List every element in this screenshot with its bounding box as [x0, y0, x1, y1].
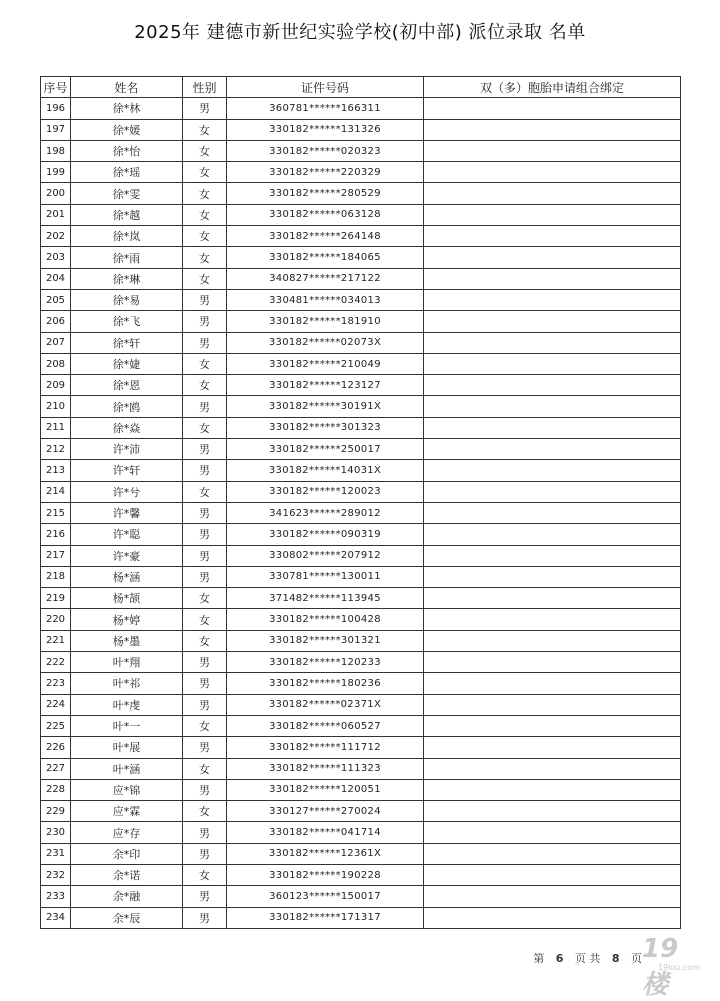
- cell-gender: 男: [183, 737, 227, 758]
- cell-gender: 男: [183, 652, 227, 673]
- table-row: [41, 332, 681, 353]
- cell-id: 330182******180236: [227, 673, 424, 694]
- cell-seq: 205: [41, 289, 71, 310]
- cell-gender: 女: [183, 715, 227, 736]
- cell-seq: 198: [41, 140, 71, 161]
- cell-seq: 197: [41, 119, 71, 140]
- cell-gender: 女: [183, 119, 227, 140]
- table-row: [41, 652, 681, 673]
- cell-id: 330182******210049: [227, 353, 424, 374]
- cell-id: 330182******220329: [227, 162, 424, 183]
- cell-seq: 209: [41, 375, 71, 396]
- current-page-number: 6: [555, 952, 564, 965]
- cell-name: 徐*鸥: [71, 396, 183, 417]
- cell-name: 许*兮: [71, 481, 183, 502]
- cell-gender: 女: [183, 609, 227, 630]
- cell-twin-binding: [424, 204, 681, 225]
- cell-seq: 234: [41, 907, 71, 928]
- cell-seq: 226: [41, 737, 71, 758]
- cell-seq: 212: [41, 439, 71, 460]
- table-row: [41, 737, 681, 758]
- page-footer: [533, 950, 642, 966]
- table-row: [41, 140, 681, 161]
- cell-twin-binding: [424, 289, 681, 310]
- cell-gender: 女: [183, 588, 227, 609]
- header-name: 姓名: [71, 77, 183, 98]
- table-row: [41, 396, 681, 417]
- table-row: [41, 630, 681, 651]
- cell-twin-binding: [424, 801, 681, 822]
- table-row: [41, 311, 681, 332]
- cell-id: 330182******30191X: [227, 396, 424, 417]
- header-seq: 序号: [41, 77, 71, 98]
- table-row: [41, 715, 681, 736]
- footer-prefix: 第: [533, 952, 545, 965]
- table-row: [41, 375, 681, 396]
- cell-seq: 207: [41, 332, 71, 353]
- cell-gender: 女: [183, 162, 227, 183]
- cell-name: 徐*飞: [71, 311, 183, 332]
- cell-name: 许*聪: [71, 524, 183, 545]
- cell-seq: 225: [41, 715, 71, 736]
- cell-twin-binding: [424, 98, 681, 119]
- cell-twin-binding: [424, 375, 681, 396]
- cell-gender: 男: [183, 566, 227, 587]
- cell-twin-binding: [424, 417, 681, 438]
- cell-id: 330182******184065: [227, 247, 424, 268]
- cell-gender: 男: [183, 98, 227, 119]
- cell-seq: 203: [41, 247, 71, 268]
- cell-seq: 211: [41, 417, 71, 438]
- cell-name: 徐*瑶: [71, 162, 183, 183]
- cell-seq: 222: [41, 652, 71, 673]
- cell-id: 330182******120051: [227, 779, 424, 800]
- cell-id: 330481******034013: [227, 289, 424, 310]
- cell-twin-binding: [424, 737, 681, 758]
- table-row: [41, 162, 681, 183]
- table-row: [41, 460, 681, 481]
- table-row: [41, 98, 681, 119]
- cell-twin-binding: [424, 652, 681, 673]
- cell-twin-binding: [424, 183, 681, 204]
- table-body: [41, 98, 681, 929]
- cell-id: 330182******063128: [227, 204, 424, 225]
- cell-name: 叶*展: [71, 737, 183, 758]
- cell-name: 杨*颉: [71, 588, 183, 609]
- table-row: [41, 609, 681, 630]
- table-row: [41, 289, 681, 310]
- cell-gender: 男: [183, 673, 227, 694]
- table-row: [41, 545, 681, 566]
- cell-id: 330182******041714: [227, 822, 424, 843]
- cell-gender: 女: [183, 268, 227, 289]
- cell-id: 330182******301321: [227, 630, 424, 651]
- cell-twin-binding: [424, 311, 681, 332]
- cell-name: 杨*墨: [71, 630, 183, 651]
- cell-gender: 女: [183, 630, 227, 651]
- cell-twin-binding: [424, 502, 681, 523]
- cell-seq: 218: [41, 566, 71, 587]
- cell-gender: 男: [183, 332, 227, 353]
- total-page-number: 8: [611, 952, 620, 965]
- watermark-logo-text: 19楼: [642, 934, 679, 1000]
- cell-name: 许*馨: [71, 502, 183, 523]
- cell-seq: 221: [41, 630, 71, 651]
- cell-name: 徐*婕: [71, 353, 183, 374]
- cell-gender: 男: [183, 779, 227, 800]
- cell-id: 330182******264148: [227, 226, 424, 247]
- cell-gender: 女: [183, 353, 227, 374]
- cell-seq: 196: [41, 98, 71, 119]
- footer-middle: 页 共: [574, 952, 601, 965]
- cell-seq: 214: [41, 481, 71, 502]
- cell-gender: 男: [183, 289, 227, 310]
- cell-seq: 216: [41, 524, 71, 545]
- cell-id: 330781******130011: [227, 566, 424, 587]
- cell-twin-binding: [424, 566, 681, 587]
- cell-name: 余*诺: [71, 864, 183, 885]
- cell-seq: 217: [41, 545, 71, 566]
- cell-id: 341623******289012: [227, 502, 424, 523]
- cell-twin-binding: [424, 715, 681, 736]
- cell-twin-binding: [424, 353, 681, 374]
- cell-seq: 199: [41, 162, 71, 183]
- cell-gender: 男: [183, 694, 227, 715]
- cell-id: 330182******123127: [227, 375, 424, 396]
- header-twin-binding: 双（多）胞胎申请组合绑定: [424, 77, 681, 98]
- cell-name: 应*存: [71, 822, 183, 843]
- cell-id: 330182******181910: [227, 311, 424, 332]
- cell-gender: 女: [183, 375, 227, 396]
- cell-name: 余*融: [71, 886, 183, 907]
- table-row: [41, 758, 681, 779]
- cell-id: 330182******060527: [227, 715, 424, 736]
- cell-twin-binding: [424, 545, 681, 566]
- table-row: [41, 226, 681, 247]
- cell-gender: 男: [183, 822, 227, 843]
- cell-twin-binding: [424, 822, 681, 843]
- table-row: [41, 907, 681, 928]
- cell-twin-binding: [424, 609, 681, 630]
- cell-gender: 男: [183, 502, 227, 523]
- header-gender: 性别: [183, 77, 227, 98]
- page-title: 2025年 建德市新世纪实验学校(初中部) 派位录取 名单: [134, 22, 586, 43]
- cell-id: 330182******090319: [227, 524, 424, 545]
- header-id: 证件号码: [227, 77, 424, 98]
- cell-twin-binding: [424, 119, 681, 140]
- cell-twin-binding: [424, 162, 681, 183]
- table-row: [41, 566, 681, 587]
- cell-twin-binding: [424, 673, 681, 694]
- cell-id: 330182******190228: [227, 864, 424, 885]
- cell-twin-binding: [424, 864, 681, 885]
- cell-twin-binding: [424, 396, 681, 417]
- cell-id: 330802******207912: [227, 545, 424, 566]
- cell-gender: 男: [183, 524, 227, 545]
- cell-name: 徐*雯: [71, 183, 183, 204]
- cell-twin-binding: [424, 439, 681, 460]
- cell-seq: 210: [41, 396, 71, 417]
- cell-gender: 男: [183, 311, 227, 332]
- cell-seq: 228: [41, 779, 71, 800]
- cell-twin-binding: [424, 886, 681, 907]
- cell-twin-binding: [424, 140, 681, 161]
- table-row: [41, 268, 681, 289]
- table-header-row: [41, 77, 681, 98]
- cell-seq: 202: [41, 226, 71, 247]
- cell-seq: 200: [41, 183, 71, 204]
- table-row: [41, 822, 681, 843]
- cell-gender: 女: [183, 481, 227, 502]
- cell-twin-binding: [424, 779, 681, 800]
- cell-id: 330182******280529: [227, 183, 424, 204]
- cell-name: 许*轩: [71, 460, 183, 481]
- cell-seq: 223: [41, 673, 71, 694]
- table-row: [41, 673, 681, 694]
- cell-name: 应*锦: [71, 779, 183, 800]
- cell-twin-binding: [424, 524, 681, 545]
- cell-name: 应*霖: [71, 801, 183, 822]
- cell-twin-binding: [424, 481, 681, 502]
- table-row: [41, 353, 681, 374]
- cell-gender: 男: [183, 460, 227, 481]
- cell-twin-binding: [424, 460, 681, 481]
- cell-gender: 女: [183, 864, 227, 885]
- cell-gender: 女: [183, 247, 227, 268]
- cell-id: 330182******131326: [227, 119, 424, 140]
- cell-name: 徐*恩: [71, 375, 183, 396]
- cell-seq: 233: [41, 886, 71, 907]
- table-row: [41, 524, 681, 545]
- cell-name: 徐*琳: [71, 268, 183, 289]
- table-row: [41, 864, 681, 885]
- table-row: [41, 247, 681, 268]
- cell-twin-binding: [424, 268, 681, 289]
- cell-id: 330182******111323: [227, 758, 424, 779]
- cell-seq: 232: [41, 864, 71, 885]
- cell-name: 叶*一: [71, 715, 183, 736]
- cell-gender: 男: [183, 886, 227, 907]
- cell-name: 徐*焱: [71, 417, 183, 438]
- table-row: [41, 886, 681, 907]
- cell-name: 徐*越: [71, 204, 183, 225]
- cell-gender: 女: [183, 140, 227, 161]
- cell-gender: 男: [183, 439, 227, 460]
- cell-id: 371482******113945: [227, 588, 424, 609]
- table-row: [41, 588, 681, 609]
- cell-id: 360123******150017: [227, 886, 424, 907]
- table-row: [41, 779, 681, 800]
- cell-id: 330182******14031X: [227, 460, 424, 481]
- table-row: [41, 694, 681, 715]
- cell-name: 杨*婷: [71, 609, 183, 630]
- table-row: [41, 183, 681, 204]
- table-row: [41, 801, 681, 822]
- cell-name: 许*沛: [71, 439, 183, 460]
- cell-gender: 男: [183, 907, 227, 928]
- footer-suffix: 页: [631, 952, 642, 965]
- table-row: [41, 119, 681, 140]
- cell-gender: 女: [183, 204, 227, 225]
- cell-id: 330182******120023: [227, 481, 424, 502]
- cell-name: 徐*怡: [71, 140, 183, 161]
- cell-twin-binding: [424, 588, 681, 609]
- cell-seq: 219: [41, 588, 71, 609]
- cell-twin-binding: [424, 694, 681, 715]
- cell-seq: 206: [41, 311, 71, 332]
- cell-name: 杨*涵: [71, 566, 183, 587]
- table-row: [41, 417, 681, 438]
- cell-twin-binding: [424, 843, 681, 864]
- cell-gender: 男: [183, 545, 227, 566]
- cell-name: 余*印: [71, 843, 183, 864]
- cell-gender: 女: [183, 183, 227, 204]
- cell-id: 330182******111712: [227, 737, 424, 758]
- cell-seq: 224: [41, 694, 71, 715]
- cell-id: 330127******270024: [227, 801, 424, 822]
- cell-gender: 女: [183, 226, 227, 247]
- cell-name: 叶*虔: [71, 694, 183, 715]
- cell-id: 330182******100428: [227, 609, 424, 630]
- cell-seq: 230: [41, 822, 71, 843]
- cell-seq: 201: [41, 204, 71, 225]
- cell-id: 330182******120233: [227, 652, 424, 673]
- cell-name: 许*豪: [71, 545, 183, 566]
- cell-id: 330182******02371X: [227, 694, 424, 715]
- cell-name: 徐*岚: [71, 226, 183, 247]
- cell-seq: 229: [41, 801, 71, 822]
- watermark-logo: [642, 934, 704, 1000]
- cell-name: 徐*轩: [71, 332, 183, 353]
- cell-name: 余*辰: [71, 907, 183, 928]
- table-row: [41, 843, 681, 864]
- cell-id: 330182******02073X: [227, 332, 424, 353]
- cell-seq: 208: [41, 353, 71, 374]
- cell-twin-binding: [424, 907, 681, 928]
- cell-seq: 231: [41, 843, 71, 864]
- cell-id: 330182******171317: [227, 907, 424, 928]
- cell-twin-binding: [424, 247, 681, 268]
- cell-name: 叶*祁: [71, 673, 183, 694]
- cell-id: 360781******166311: [227, 98, 424, 119]
- cell-name: 叶*翔: [71, 652, 183, 673]
- cell-seq: 220: [41, 609, 71, 630]
- cell-twin-binding: [424, 226, 681, 247]
- cell-name: 叶*涵: [71, 758, 183, 779]
- cell-gender: 女: [183, 801, 227, 822]
- cell-id: 330182******020323: [227, 140, 424, 161]
- admission-list-table: [40, 76, 681, 929]
- cell-seq: 215: [41, 502, 71, 523]
- cell-id: 330182******301323: [227, 417, 424, 438]
- cell-name: 徐*林: [71, 98, 183, 119]
- table-row: [41, 481, 681, 502]
- cell-twin-binding: [424, 630, 681, 651]
- cell-gender: 女: [183, 417, 227, 438]
- cell-gender: 男: [183, 843, 227, 864]
- cell-id: 340827******217122: [227, 268, 424, 289]
- cell-twin-binding: [424, 332, 681, 353]
- watermark-site-text: 19lou.com: [658, 963, 700, 972]
- cell-gender: 男: [183, 396, 227, 417]
- table-row: [41, 502, 681, 523]
- cell-seq: 213: [41, 460, 71, 481]
- cell-id: 330182******12361X: [227, 843, 424, 864]
- cell-name: 徐*媛: [71, 119, 183, 140]
- table-row: [41, 204, 681, 225]
- table-row: [41, 439, 681, 460]
- cell-twin-binding: [424, 758, 681, 779]
- cell-seq: 227: [41, 758, 71, 779]
- cell-name: 徐*易: [71, 289, 183, 310]
- cell-id: 330182******250017: [227, 439, 424, 460]
- cell-gender: 女: [183, 758, 227, 779]
- cell-seq: 204: [41, 268, 71, 289]
- cell-name: 徐*雨: [71, 247, 183, 268]
